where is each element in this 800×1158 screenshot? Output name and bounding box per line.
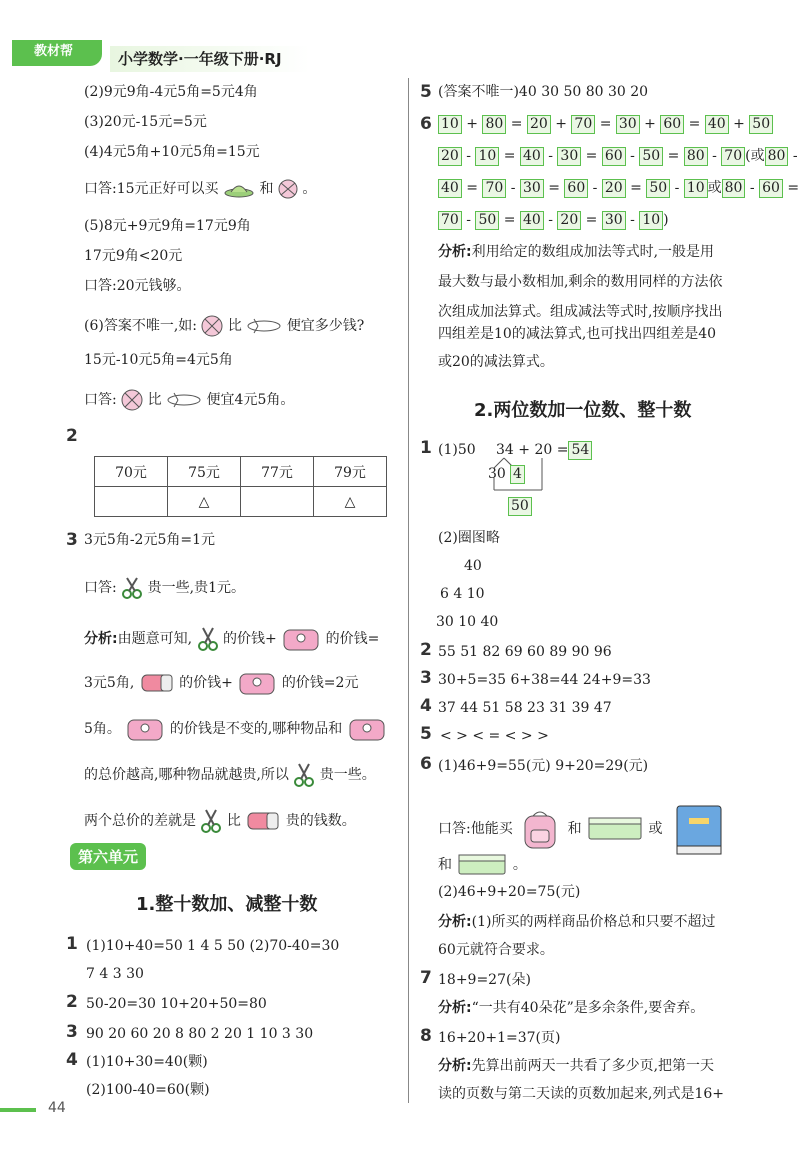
text: 比 xyxy=(147,392,162,408)
answer-line: < > < = < > > xyxy=(440,728,549,744)
question-number: 7 xyxy=(420,968,432,988)
answer-box: 70 xyxy=(482,179,506,198)
answer-box: 10 xyxy=(684,179,708,198)
answer-line: (5)8元+9元9角=17元9角 xyxy=(84,218,251,234)
section-title: 1.整十数加、减整十数 xyxy=(136,894,318,915)
text: 比 xyxy=(226,813,241,829)
text: 。 xyxy=(512,857,527,873)
answer-box: 20 xyxy=(602,179,626,198)
dictionary-icon xyxy=(667,798,729,860)
answer-line: 6 4 10 xyxy=(440,586,485,602)
pencil-case-icon xyxy=(125,714,165,744)
question-number: 2 xyxy=(420,640,432,660)
equation-line: 20 - 10 = 40 - 30 = 60 - 50 = 80 - 70 (或 80 - xyxy=(438,146,798,166)
analysis-line xyxy=(84,714,387,744)
answer-line: 15元-10元5角=4元5角 xyxy=(84,352,233,368)
text: 比 xyxy=(227,318,242,334)
text: 先算出前两天一共看了多少页,把第一天 xyxy=(471,1058,715,1074)
equation-line: 70 - 50 = 40 - 20 = 30 - 10 ) xyxy=(438,210,669,230)
text: (或 xyxy=(745,148,765,164)
text: 贵一些。 xyxy=(319,767,376,783)
answer-box: 10 xyxy=(475,147,499,166)
answer-line xyxy=(84,576,245,600)
answer-box: 10 xyxy=(438,115,462,134)
table-header-cell: 75元 xyxy=(168,457,241,487)
answer-line: 16+20+1=37(页) xyxy=(438,1030,561,1046)
answer-box: 60 xyxy=(602,147,626,166)
answer-line xyxy=(84,314,364,338)
pencil-case-icon xyxy=(347,714,387,744)
text: 或 xyxy=(707,180,722,196)
answer-box: 4 xyxy=(510,464,525,484)
answer-box: 60 xyxy=(564,179,588,198)
ball-icon xyxy=(121,388,143,412)
text: 5角。 xyxy=(84,721,121,737)
analysis-line xyxy=(84,762,376,788)
text: 口答:他能买 xyxy=(438,821,513,837)
text: 和 xyxy=(438,857,452,873)
page-number: 44 xyxy=(48,1100,66,1116)
text: 和 xyxy=(567,821,582,837)
answer-line: (1)50 xyxy=(438,442,476,458)
question-number: 5 xyxy=(420,724,432,744)
analysis-line xyxy=(438,998,704,1018)
ball-icon xyxy=(278,178,298,200)
answer-line: (答案不唯一)40 30 50 80 30 20 xyxy=(438,84,649,100)
analysis-label: 分析: xyxy=(438,244,472,260)
answer-box: 80 xyxy=(722,179,746,198)
scissors-icon xyxy=(200,808,222,834)
text: 。 xyxy=(302,181,317,197)
footer-accent-bar xyxy=(0,1108,36,1112)
answer-line: 7 4 3 30 xyxy=(86,966,144,982)
analysis-line xyxy=(84,624,379,654)
analysis-line xyxy=(438,912,715,932)
question-number: 6 xyxy=(420,114,432,134)
text: 利用给定的数组成加法等式时,一般是用 xyxy=(471,244,715,260)
text: 或 xyxy=(648,821,663,837)
column-divider xyxy=(408,78,409,1103)
analysis-label: 分析: xyxy=(84,631,118,647)
airplane-icon xyxy=(166,391,202,409)
answer-box: 60 xyxy=(660,115,684,134)
analysis-line: 或20的减法算式。 xyxy=(438,354,554,370)
text: 的价钱+ xyxy=(222,631,277,647)
answer-line xyxy=(438,852,527,878)
answer-line: 40 xyxy=(464,558,482,574)
table-cell xyxy=(95,487,168,517)
equation-line: 10 + 80 = 20 + 70 = 30 + 60 = 40 + 50 xyxy=(438,114,773,134)
answer-box: 80 xyxy=(482,115,506,134)
text: 贵的钱数。 xyxy=(285,813,356,829)
question-number: 6 xyxy=(420,754,432,774)
text: 的价钱是不变的,哪种物品和 xyxy=(169,721,343,737)
question-number: 4 xyxy=(420,696,432,716)
answer-line: 口答:20元钱够。 xyxy=(84,278,191,294)
book-title: 小学数学·一年级下册·RJ xyxy=(110,46,310,72)
text: 的总价越高,哪种物品就越贵,所以 xyxy=(84,767,289,783)
text: “一共有40朵花”是多余条件,要舍弃。 xyxy=(471,1000,705,1016)
answer-box: 80 xyxy=(684,147,708,166)
answer-line: (2)圈图略 xyxy=(438,530,500,546)
text: 的价钱= xyxy=(325,631,380,647)
brand-badge: 教材帮 xyxy=(12,40,102,66)
text: 两个总价的差就是 xyxy=(84,813,196,829)
pencil-case-icon xyxy=(237,668,277,698)
text: 30 xyxy=(488,466,506,482)
answer-box: 50 xyxy=(639,147,663,166)
analysis-label: 分析: xyxy=(438,914,472,930)
answer-box: 50 xyxy=(749,115,773,134)
table-header-cell: 77元 xyxy=(241,457,314,487)
text: (6)答案不唯一,如: xyxy=(84,318,197,334)
table-header-cell: 70元 xyxy=(95,457,168,487)
hat-icon xyxy=(223,180,255,198)
answer-line: (2)9元9角-4元5角=5元4角 xyxy=(84,84,258,100)
answer-line: 18+9=27(朵) xyxy=(438,972,531,988)
scissors-icon xyxy=(197,626,219,652)
answer-box: 40 xyxy=(705,115,729,134)
section-title: 2.两位数加一位数、整十数 xyxy=(474,400,692,421)
eraser-icon xyxy=(245,808,281,834)
answer-line: (1)10+40=50 1 4 5 50 (2)70-40=30 xyxy=(86,938,340,954)
analysis-line: 读的页数与第二天读的页数加起来,列式是16+ xyxy=(438,1086,724,1102)
question-number: 5 xyxy=(420,82,432,102)
table-header-cell: 79元 xyxy=(314,457,387,487)
answer-line xyxy=(84,178,316,200)
question-number: 3 xyxy=(66,1022,78,1042)
answer-box: 10 xyxy=(639,211,663,230)
answer-box: 30 xyxy=(616,115,640,134)
text: 口答: xyxy=(84,580,117,596)
answer-line: (3)20元-15元=5元 xyxy=(84,114,207,130)
answer-box: 40 xyxy=(438,179,462,198)
analysis-line: 最大数与最小数相加,剩余的数用同样的方法依 xyxy=(438,274,723,290)
answer-line: 50-20=30 10+20+50=80 xyxy=(86,996,267,1012)
answer-line: 17元9角<20元 xyxy=(84,248,183,264)
page-header xyxy=(0,40,420,74)
answer-line: 30+5=35 6+38=44 24+9=33 xyxy=(438,672,651,688)
answer-box: 50 xyxy=(646,179,670,198)
question-number: 1 xyxy=(66,934,78,954)
text: 由题意可知, xyxy=(117,631,193,647)
analysis-label: 分析: xyxy=(438,1000,472,1016)
answer-box: 20 xyxy=(557,211,581,230)
table-cell: △ xyxy=(168,487,241,517)
answer-box: 60 xyxy=(759,179,783,198)
answer-line: (1)10+30=40(颗) xyxy=(86,1054,208,1070)
question-number: 8 xyxy=(420,1026,432,1046)
answer-line: (2)100-40=60(颗) xyxy=(86,1082,210,1098)
answer-line: (1)46+9=55(元) 9+20=29(元) xyxy=(438,758,649,774)
analysis-line xyxy=(84,668,358,698)
equation-line: 40 = 70 - 30 = 60 - 20 = 50 - 10 或 80 - 60 = xyxy=(438,178,799,198)
question-number: 2 xyxy=(66,992,78,1012)
answer-line: (4)4元5角+10元5角=15元 xyxy=(84,144,260,160)
text: 和 xyxy=(259,181,274,197)
answer-line: 30 10 40 xyxy=(436,614,499,630)
price-table xyxy=(94,456,387,517)
question-number: 4 xyxy=(66,1050,78,1070)
answer-box: 20 xyxy=(438,147,462,166)
answer-box: 54 xyxy=(568,441,592,460)
pencil-case-icon xyxy=(281,624,321,654)
answer-box: 30 xyxy=(557,147,581,166)
answer-line xyxy=(84,388,294,412)
answer-line: 3元5角-2元5角=1元 xyxy=(84,532,215,548)
analysis-line xyxy=(438,1056,714,1076)
analysis-line: 四组差是10的减法算式,也可找出四组差是40 xyxy=(438,326,717,342)
text: 便宜多少钱? xyxy=(286,318,365,334)
scissors-icon xyxy=(121,576,143,600)
answer-line: 90 20 60 20 8 80 2 20 1 10 3 30 xyxy=(86,1026,314,1042)
unit-label: 第六单元 xyxy=(70,843,146,870)
answer-line xyxy=(438,798,729,860)
text: 3元5角, xyxy=(84,675,135,691)
question-number: 3 xyxy=(66,530,78,550)
answer-box: 30 xyxy=(602,211,626,230)
answer-box: 20 xyxy=(527,115,551,134)
question-number: 2 xyxy=(66,426,78,446)
text: 口答: xyxy=(84,392,117,408)
backpack-icon xyxy=(517,806,563,852)
analysis-line: 次组成加法算式。组成减法等式时,按顺序找出 xyxy=(438,304,723,320)
answer-box: 70 xyxy=(721,147,745,166)
analysis-line xyxy=(84,808,356,834)
answer-line: (2)46+9+20=75(元) xyxy=(438,884,581,900)
answer-line: 37 44 51 58 23 31 39 47 xyxy=(438,700,612,716)
answer-box: 80 xyxy=(765,147,789,166)
pencil-box-icon xyxy=(586,815,644,843)
answer-box: 50 xyxy=(475,211,499,230)
answer-box: 70 xyxy=(438,211,462,230)
answer-box: 70 xyxy=(571,115,595,134)
text: 口答:15元正好可以买 xyxy=(84,181,219,197)
analysis-label: 分析: xyxy=(438,1058,472,1074)
table-cell xyxy=(241,487,314,517)
analysis-line: 60元就符合要求。 xyxy=(438,942,554,958)
pencil-box-icon xyxy=(456,852,508,878)
question-number: 3 xyxy=(420,668,432,688)
text: 34 + 20 = xyxy=(496,442,569,458)
airplane-icon xyxy=(246,317,282,335)
question-number: 1 xyxy=(420,438,432,458)
eraser-icon xyxy=(139,670,175,696)
text: 贵一些,贵1元。 xyxy=(147,580,245,596)
answer-box: 40 xyxy=(520,211,544,230)
analysis-line xyxy=(438,242,714,262)
text: (1)所买的两样商品价格总和只要不超过 xyxy=(471,914,716,930)
text: ) xyxy=(663,212,669,228)
scissors-icon xyxy=(293,762,315,788)
table-cell: △ xyxy=(314,487,387,517)
text: 便宜4元5角。 xyxy=(206,392,295,408)
text: 的价钱+ xyxy=(179,675,233,691)
answer-box: 50 xyxy=(508,496,532,516)
ball-icon xyxy=(201,314,223,338)
answer-box: 30 xyxy=(520,179,544,198)
answer-box: 40 xyxy=(520,147,544,166)
text: 的价钱=2元 xyxy=(281,675,359,691)
answer-line: 55 51 82 69 60 89 90 96 xyxy=(438,644,612,660)
